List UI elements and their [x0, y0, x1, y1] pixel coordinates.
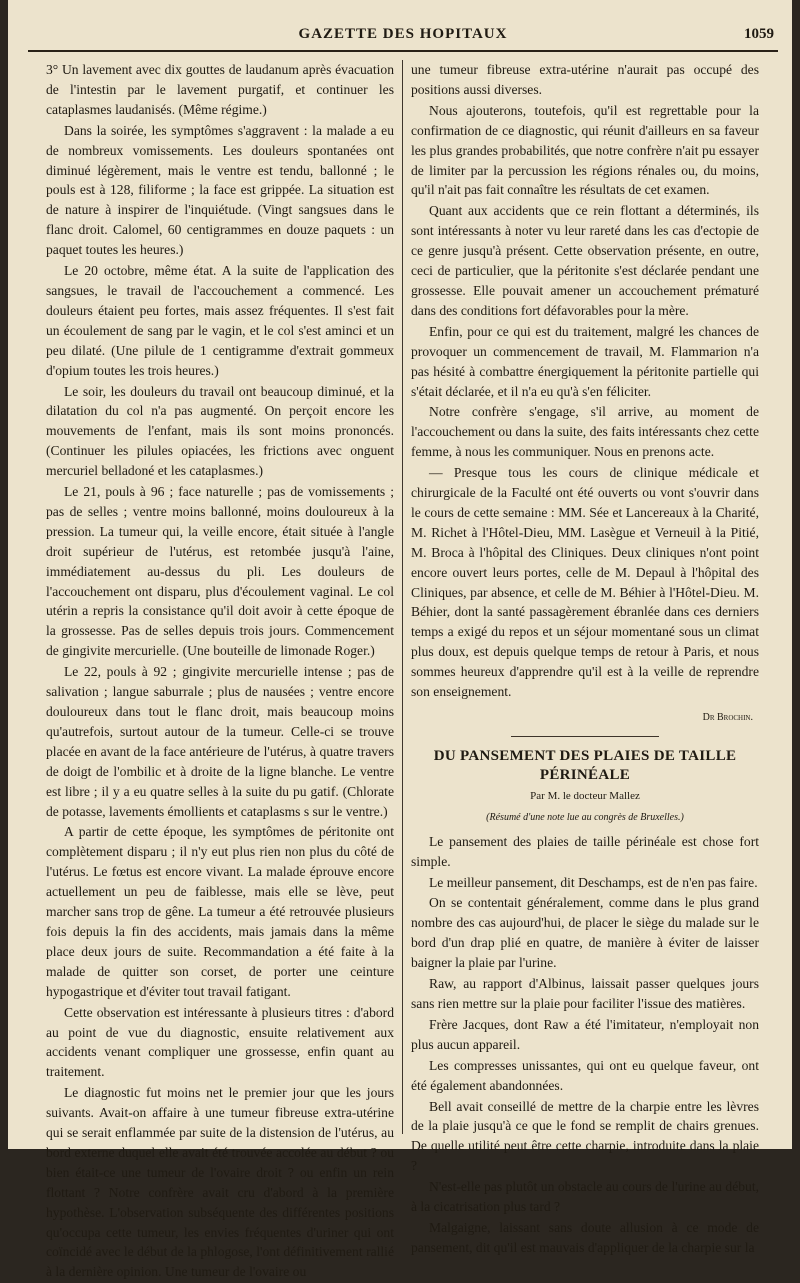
paragraph: Enfin, pour ce qui est du traitement, malgré les chances de provoquer un commencement de travail, M. Flammarion n'a pas hésité à combattre énergiquement la péritonite partielle qui s'était déclarée, et il n'a eu qu'à s'en féliciter. — [411, 323, 759, 399]
signature: Dr Brochin. — [702, 712, 753, 723]
article-note: (Résumé d'une note lue au congrès de Bruxelles.) — [486, 811, 684, 823]
paragraph: Frère Jacques, dont Raw a été l'imitateur, n'employait non plus aucun appareil. — [411, 1016, 759, 1052]
paragraph: Cette observation est intéressante à plusieurs titres : d'abord au point de vue du diagnostic, ensuite relativement aux accidents venant compliquer une grossesse, enfin quant au traitement. — [46, 1004, 394, 1080]
paragraph: Notre confrère s'engage, s'il arrive, au moment de l'accouchement ou dans la suite, des faits intéressants chez cette femme, à nous les communiquer. Nous en prenons acte. — [411, 404, 759, 460]
paragraph: Le pansement des plaies de taille périnéale est chose fort simple. — [411, 833, 759, 869]
article-author: Par M. le docteur Mallez — [530, 789, 640, 802]
paragraph: A partir de cette époque, les symptômes de péritonite ont complètement disparu ; il n'y eut plus rien non plus du côté de l'utérus. Le fœtus est encore vivant. La malade éprouve encore actuellement un peu de faiblesse, mais elle se lève, peut marcher sans trop de gêne. La tumeur a été retrouvée plusieurs fois depuis la fin des accidents, mais jamais dans la même place deux jours de suite. Recommandation a été faite à la malade de quitter son corset, de porter une ceinture hypogastrique et d'éviter tout travail fatigant. — [46, 824, 394, 999]
section-separator — [511, 736, 659, 737]
paragraph: Le 21, pouls à 96 ; face naturelle ; pas de vomissements ; pas de selles ; ventre moins ballonné, moins douloureux à la pression. La tumeur qui, la veille encore, était située à l'angle droit supérieur de l'utérus, est retombée jusqu'à l'aine, immédiatement au-dessus du pli. Les douleurs de l'accouchement ont disparu, plus d'écoulement vaginal. Le col utérin a repris la consistance qu'il doit avoir à cette époque de la grossesse. Pas de selles depuis trois jours. Commencement de gingivite mercurielle. (Une bouteille de limonade Roger.) — [46, 484, 394, 659]
column-divider — [402, 60, 403, 1134]
paragraph: Le meilleur pansement, dit Deschamps, est de n'en pas faire. — [429, 874, 758, 890]
paragraph: Nous ajouterons, toutefois, qu'il est regrettable pour la confirmation de ce diagnostic, qui réunit d'ailleurs en sa faveur les plus grandes probabilités, que notre confrère n'ait pu essayer de limiter par la percussion les régions rénales ou, du moins, qu'il n'ait pas fait connaître les résultats de cet examen. — [411, 102, 759, 198]
paragraph: — Presque tous les cours de clinique médicale et chirurgicale de la Faculté ont été ouverts ou vont s'ouvrir dans le cours de cette semaine : MM. Sée et Lancereaux à la Charité, M. Richet à l'Hôtel-Dieu, MM. Lasègue et Verneuil à la Pitié, M. Broca à l'hôpital des Cliniques. Deux cliniques n'ont point encore ouvert leurs portes, celle de M. Depaul à l'hôpital des Cliniques, par absence, et celle de M. Béhier à l'Hôtel-Dieu. M. Béhier, dont la santé passagèrement ébranlée dans ces derniers temps a exigé du repos et un séjour momentané sous un climat plus doux, est depuis quelque temps de retour à Paris, et nous sommes heureux d'apprendre qu'il est à la veille de reprendre son enseignement. — [411, 465, 759, 700]
page-number: 1059 — [744, 26, 774, 42]
paragraph: Le soir, les douleurs du travail ont beaucoup diminué, et la dilatation du col n'a pas augmenté. On perçoit encore les mouvements de l'enfant, mais ils sont moins prononcés. (Continuer les pilules opiacées, les frictions avec onguent mercuriel belladoné et les cataplasmes.) — [46, 383, 394, 479]
paragraph: Le diagnostic fut moins net le premier jour que les jours suivants. Avait-on affaire à une tumeur fibreuse extra-utérine qui se serait enflammée par suite de la distension de l'utérus, au bord externe duquel elle avait été trouvée accolée au début ? ou bien était-ce une tumeur de l'ovaire droit ? ou enfin un rein flottant ? Notre confrère avait cru d'abord à la première hypothèse. L'observation subséquente des différentes positions qu'occupa cette tumeur, les envies fréquentes d'uriner qui ont coïncidé avec le début de la phlogose, l'ont définitivement rallié à la dernière opinion. Une tumeur de l'ovaire ou — [46, 1085, 394, 1280]
paragraph: On se contentait généralement, comme dans le plus grand nombre des cas aujourd'hui, de placer le siège du malade sur le bord d'un drap plié en quatre, de manière à éviter de laisser baigner la plaie par l'urine. — [411, 895, 759, 971]
paragraph: Malgaigne, laissant sans doute allusion à ce mode de pansement, dit qu'il est mauvais d'appliquer de la charpie sur la — [411, 1219, 759, 1255]
paragraph: 3° Un lavement avec dix gouttes de laudanum après évacuation de l'intestin par le lavement purgatif, et continuer les cataplasmes laudanisés. (Même régime.) — [46, 62, 394, 117]
paragraph: Dans la soirée, les symptômes s'aggravent : la malade a eu de nombreux vomissements. Les douleurs spontanées ont diminué légèrement, mais le ventre est tendu, ballonné ; le pouls est à 128, filiforme ; la face est grippée. La situation est de nature à inspirer de l'inquiétude. (Vingt sangsues dans le flanc droit. Calomel, 60 centigrammes en douze paquets : un paquet toutes les heures.) — [46, 122, 394, 258]
paragraph: Bell avait conseillé de mettre de la charpie entre les lèvres de la plaie jusqu'à ce que le fond se remplit de chairs grenues. De quelle utilité peut être cette charpie, introduite dans la plaie ? — [411, 1098, 759, 1174]
paragraph: Quant aux accidents que ce rein flottant a déterminés, ils sont intéressants à noter vu leur rareté dans les cas d'ectopie de ce genre jusqu'à présent. Cette observation présente, en outre, ceci de particulier, que la péritonite s'est déclarée pendant une grossesse. Elle pouvait amener un accouchement prématuré dans des conditions fort défavorables pour la mère. — [411, 203, 759, 318]
newspaper-page — [8, 0, 792, 1280]
paragraph: Le 20 octobre, même état. A la suite de l'application des sangsues, le travail de l'accouchement a commencé. Les douleurs étaient peu fortes, mais assez fréquentes. Il s'est fait un écoulement de sang par le vagin, et le col s'est aminci et un peu dilaté. (Une pilule de 1 centigramme d'extrait gommeux d'opium toutes les trois heures.) — [46, 263, 394, 378]
paragraph: Le 22, pouls à 92 ; gingivite mercurielle intense ; pas de salivation ; langue saburrale ; plus de nausées ; ventre encore douloureux dans tout le flanc droit, mais beaucoup moins qu'autrefois, surtout autour de la tumeur. Celle-ci se trouve placée en avant de la face antérieure de l'utérus, à quatre travers de doigt de l'ombilic et à droite de la ligne blanche. Le ventre est libre ; il y a eu quatre selles à la suite du pu gatif. (Chlorate de potasse, lavements émollients et cataplasms s sur le ventre.) — [46, 664, 394, 819]
paragraph: Les compresses unissantes, qui ont eu quelque faveur, ont été également abandonnées. — [411, 1057, 759, 1093]
paragraph: Raw, au rapport d'Albinus, laissait passer quelques jours sans rien mettre sur la plaie pour faciliter l'issue des matières. — [411, 976, 759, 1011]
paragraph: N'est-elle pas plutôt un obstacle au cours de l'urine au début, à la cicatrisation plus tard ? — [411, 1179, 759, 1215]
paragraph: une tumeur fibreuse extra-utérine n'aurait pas occupé des positions aussi diverses. — [411, 62, 759, 97]
left-column — [46, 60, 394, 1283]
right-column — [411, 60, 759, 1259]
journal-title: GAZETTE DES HOPITAUX — [298, 26, 508, 42]
article-title: DU PANSEMENT DES PLAIES DE TAILLE PÉRINÉALE — [433, 747, 737, 783]
page-header — [28, 26, 778, 50]
header-rule — [28, 50, 778, 52]
